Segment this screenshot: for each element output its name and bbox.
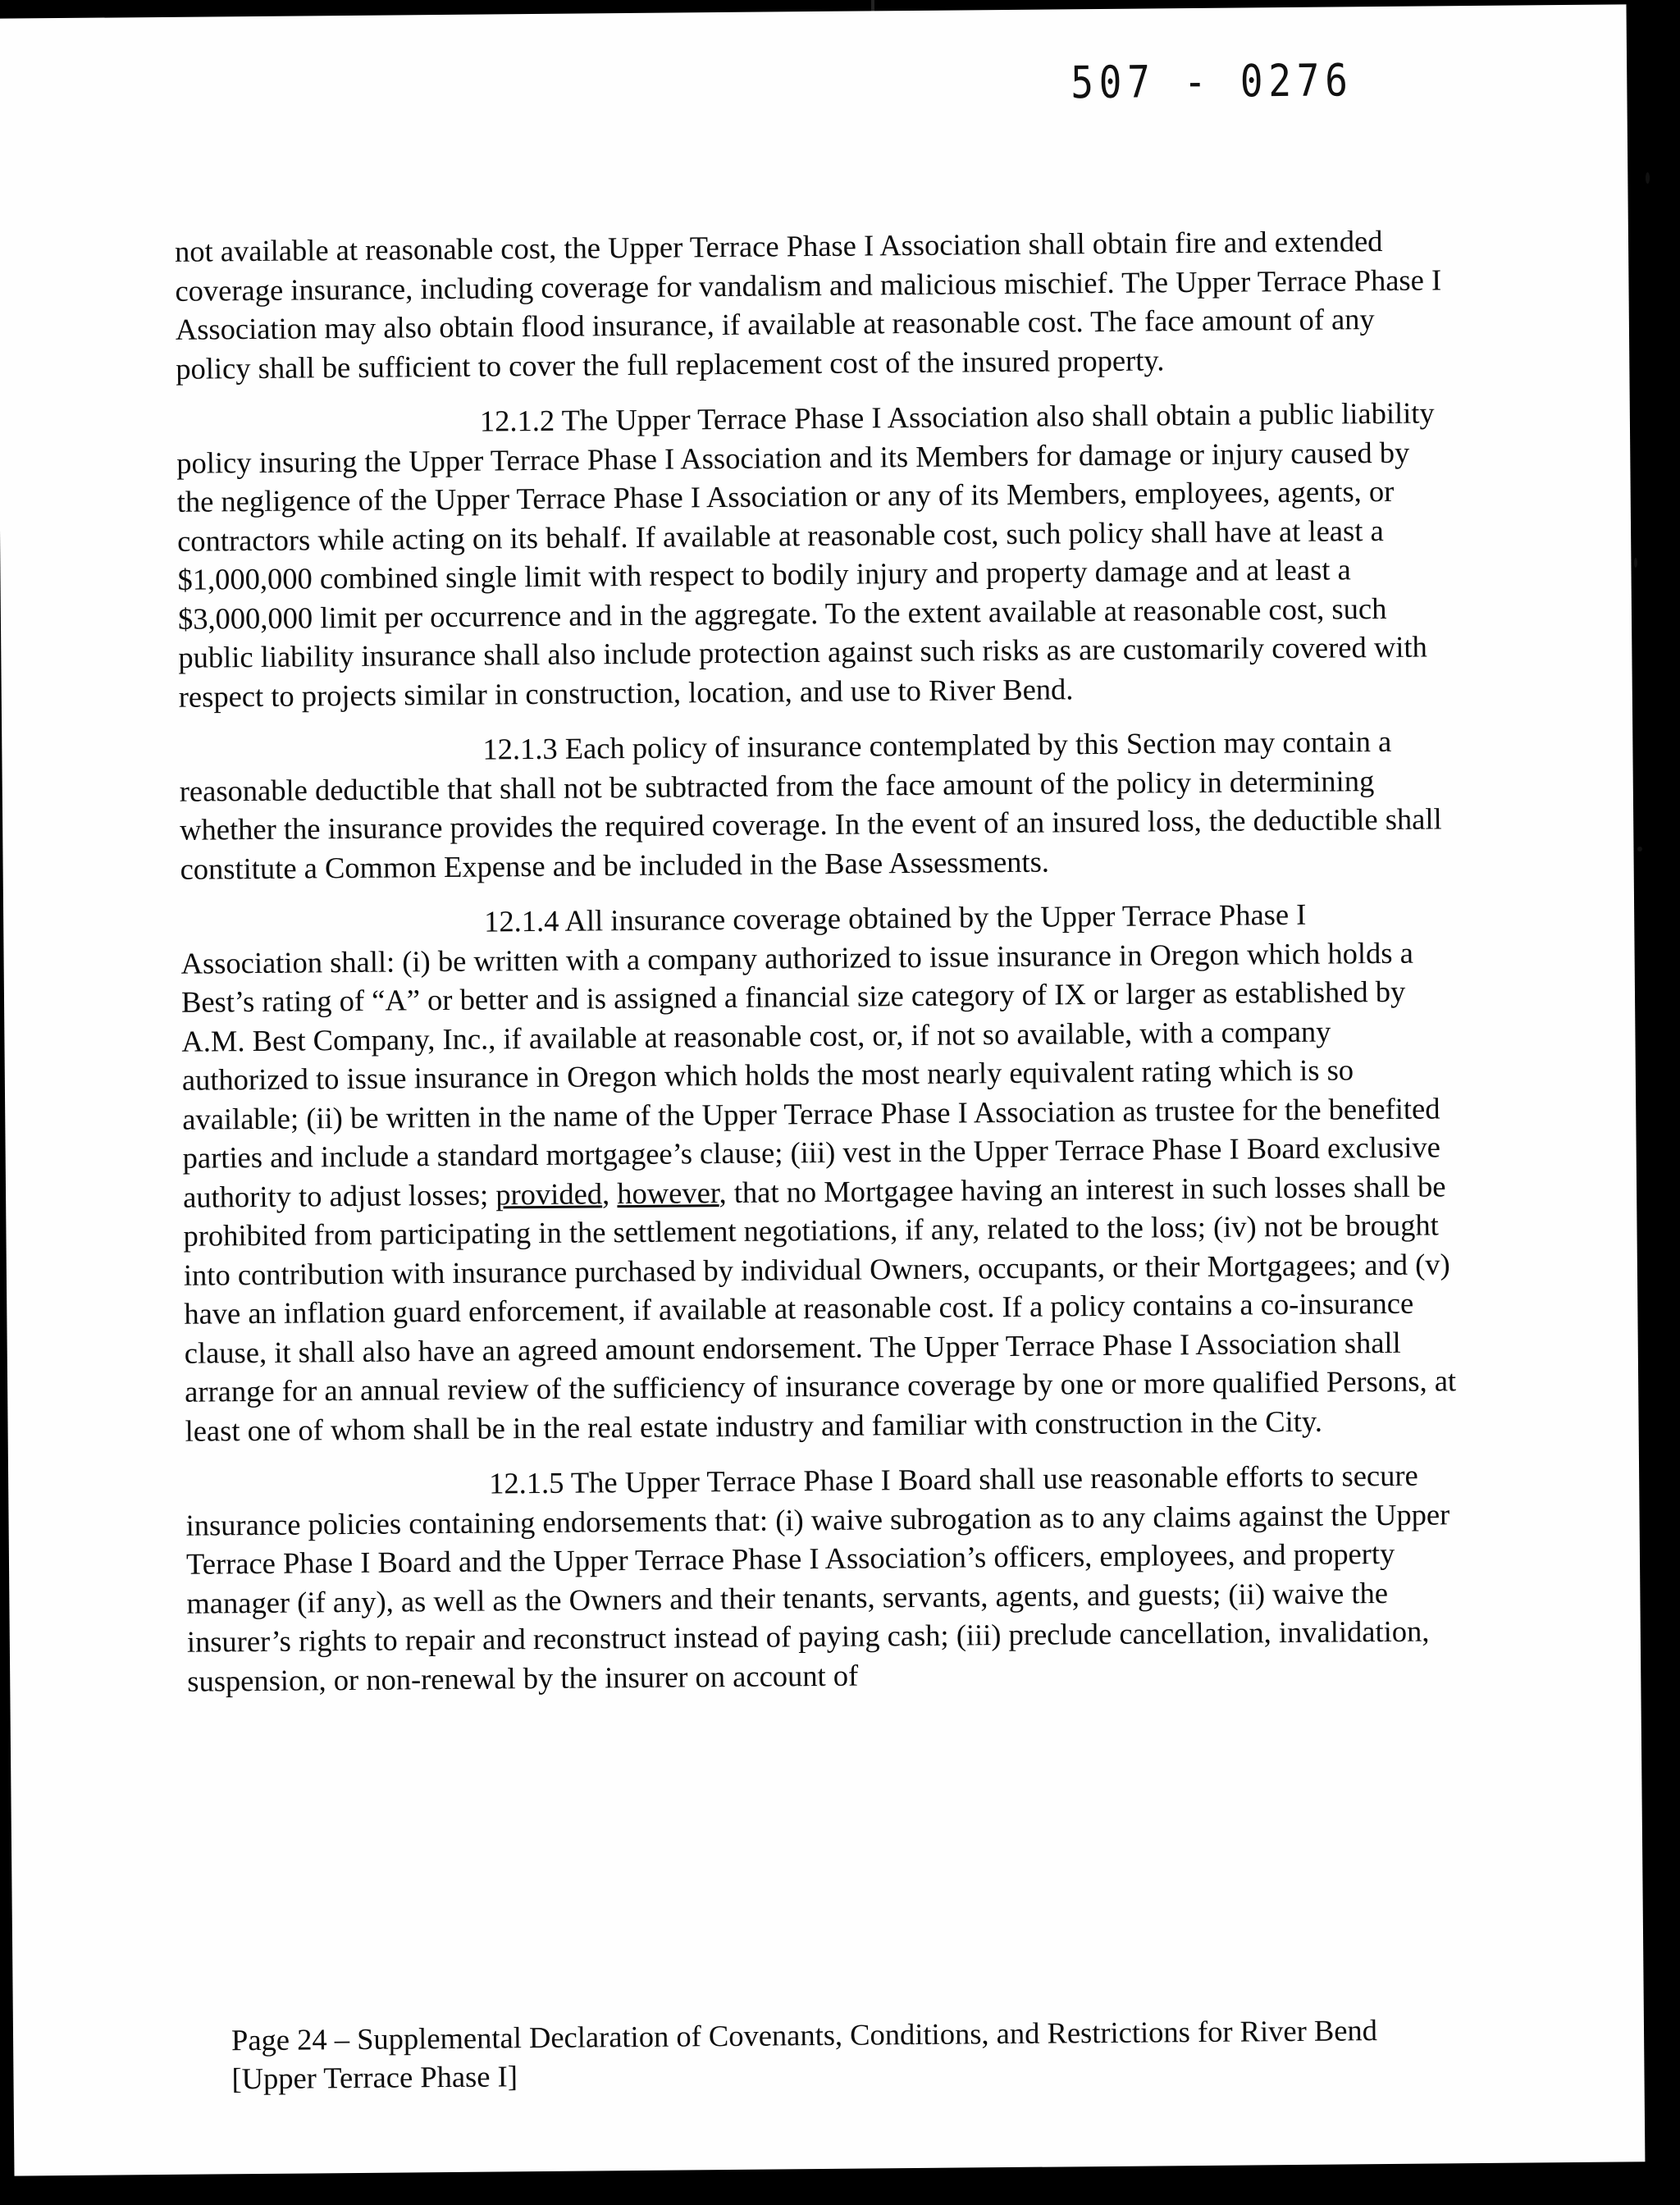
document-number: 507 - 0276 (1071, 54, 1354, 109)
paragraph-text: The Upper Terrace Phase I Board shall use reasonable efforts to secure insurance policies containing endorsements that: (i) waive subrogation as to any claims against the Upper Terrace Phase I Board and the Upper Terrace Phase I Association’s officers, employees, and property manager (if any), as well as the Owners and their tenants, servants, agents, and guests; (ii) waive the insurer’s rights to repair and reconstruct instead of paying cash; (iii) preclude cancellation, invalidation, suspension, or non-renewal by the insurer on account of (185, 1458, 1450, 1698)
underlined-term: however (617, 1175, 719, 1210)
paragraph-text: The Upper Terrace Phase I Association also shall obtain a public liability policy insuring the Upper Terrace Phase I Association and its Members for damage or injury caused by the negligence of the Upper Terrace Phase I Association or any of its Members, employees, agents, or contractors while acting on its behalf. If available at reasonable cost, such policy shall have at least a $1,000,000 combined single limit with respect to bodily injury and property damage and at least a $3,000,000 limit per occurrence and in the aggregate. To the extent available at reasonable cost, such public liability insurance shall also include protection against such risks as are customarily covered with respect to projects similar in construction, location, and use to River Bend. (176, 395, 1435, 714)
scan-artifact (1646, 172, 1650, 184)
paragraph-text: Each policy of insurance contemplated by this Section may contain a reasonable deductible that shall not be subtracted from the face amount of the policy in determining whether the insurance provides the required coverage. In the event of an insured loss, the deductible shall constitute a Common Expense and be included in the Base Assessments. (179, 724, 1442, 886)
underlined-term: provided (495, 1176, 603, 1211)
paragraph-12-1-4 (180, 893, 1457, 1450)
paragraph-12-1-2 (176, 393, 1450, 716)
document-page (0, 4, 1645, 2175)
section-number: 12.1.2 (479, 403, 555, 438)
paragraph-continuation (175, 221, 1448, 388)
paragraph-text: , that no Mortgagee having an interest in such losses shall be prohibited from participating in the settlement negotiations, if any, related to the loss; (iv) not be brought into contribution with insurance purchased by individual Owners, occupants, or their Mortgagees; and (v) have an inflation guard enforcement, if available at reasonable cost. If a policy contains a co-insurance clause, it shall also have an agreed amount endorsement. The Upper Terrace Phase I Association shall arrange for an annual review of the sufficiency of insurance coverage by one or more qualified Persons, at least one of whom shall be in the real estate industry and familiar with construction in the City. (183, 1168, 1457, 1448)
footer-line: Page 24 – Supplemental Declaration of Covenants, Conditions, and Restrictions for River Bend (231, 2013, 1378, 2057)
section-number: 12.1.5 (488, 1465, 564, 1500)
paragraph-text: not available at reasonable cost, the Upper Terrace Phase I Association shall obtain fire and extended coverage insurance, including coverage for vandalism and malicious mischief. The Upper Terrace Phase I Association may also obtain flood insurance, if available at reasonable cost. The face amount of any policy shall be sufficient to cover the full replacement cost of the insured property. (174, 223, 1442, 386)
section-number: 12.1.3 (482, 731, 558, 766)
document-body (175, 221, 1459, 1716)
scan-artifact (1634, 558, 1637, 568)
footer-line: [Upper Terrace Phase I] (231, 2059, 518, 2096)
paragraph-12-1-3 (179, 721, 1452, 888)
scan-artifact (1637, 847, 1642, 851)
page-footer (231, 2009, 1545, 2098)
paragraph-12-1-5 (185, 1455, 1459, 1701)
punctuation: , (601, 1176, 610, 1210)
paragraph-text: All insurance coverage obtained by the Upper Terrace Phase I Association shall: (i) be written with a company authorized to issue insurance in Oregon which holds a Best’s rating of “A” or better and is assigned a financial size category of IX or larger as established by A.M. Best Company, Inc., if available at reasonable cost, or, if not so available, with a company authorized to issue insurance in Oregon which holds the most nearly equivalent rating which is so available; (ii) be written in the name of the Upper Terrace Phase I Association as trustee for the benefited parties and include a standard mortgagee’s clause; (iii) vest in the Upper Terrace Phase I Board exclusive authority to adjust losses; (180, 897, 1441, 1214)
section-number: 12.1.4 (484, 903, 559, 938)
